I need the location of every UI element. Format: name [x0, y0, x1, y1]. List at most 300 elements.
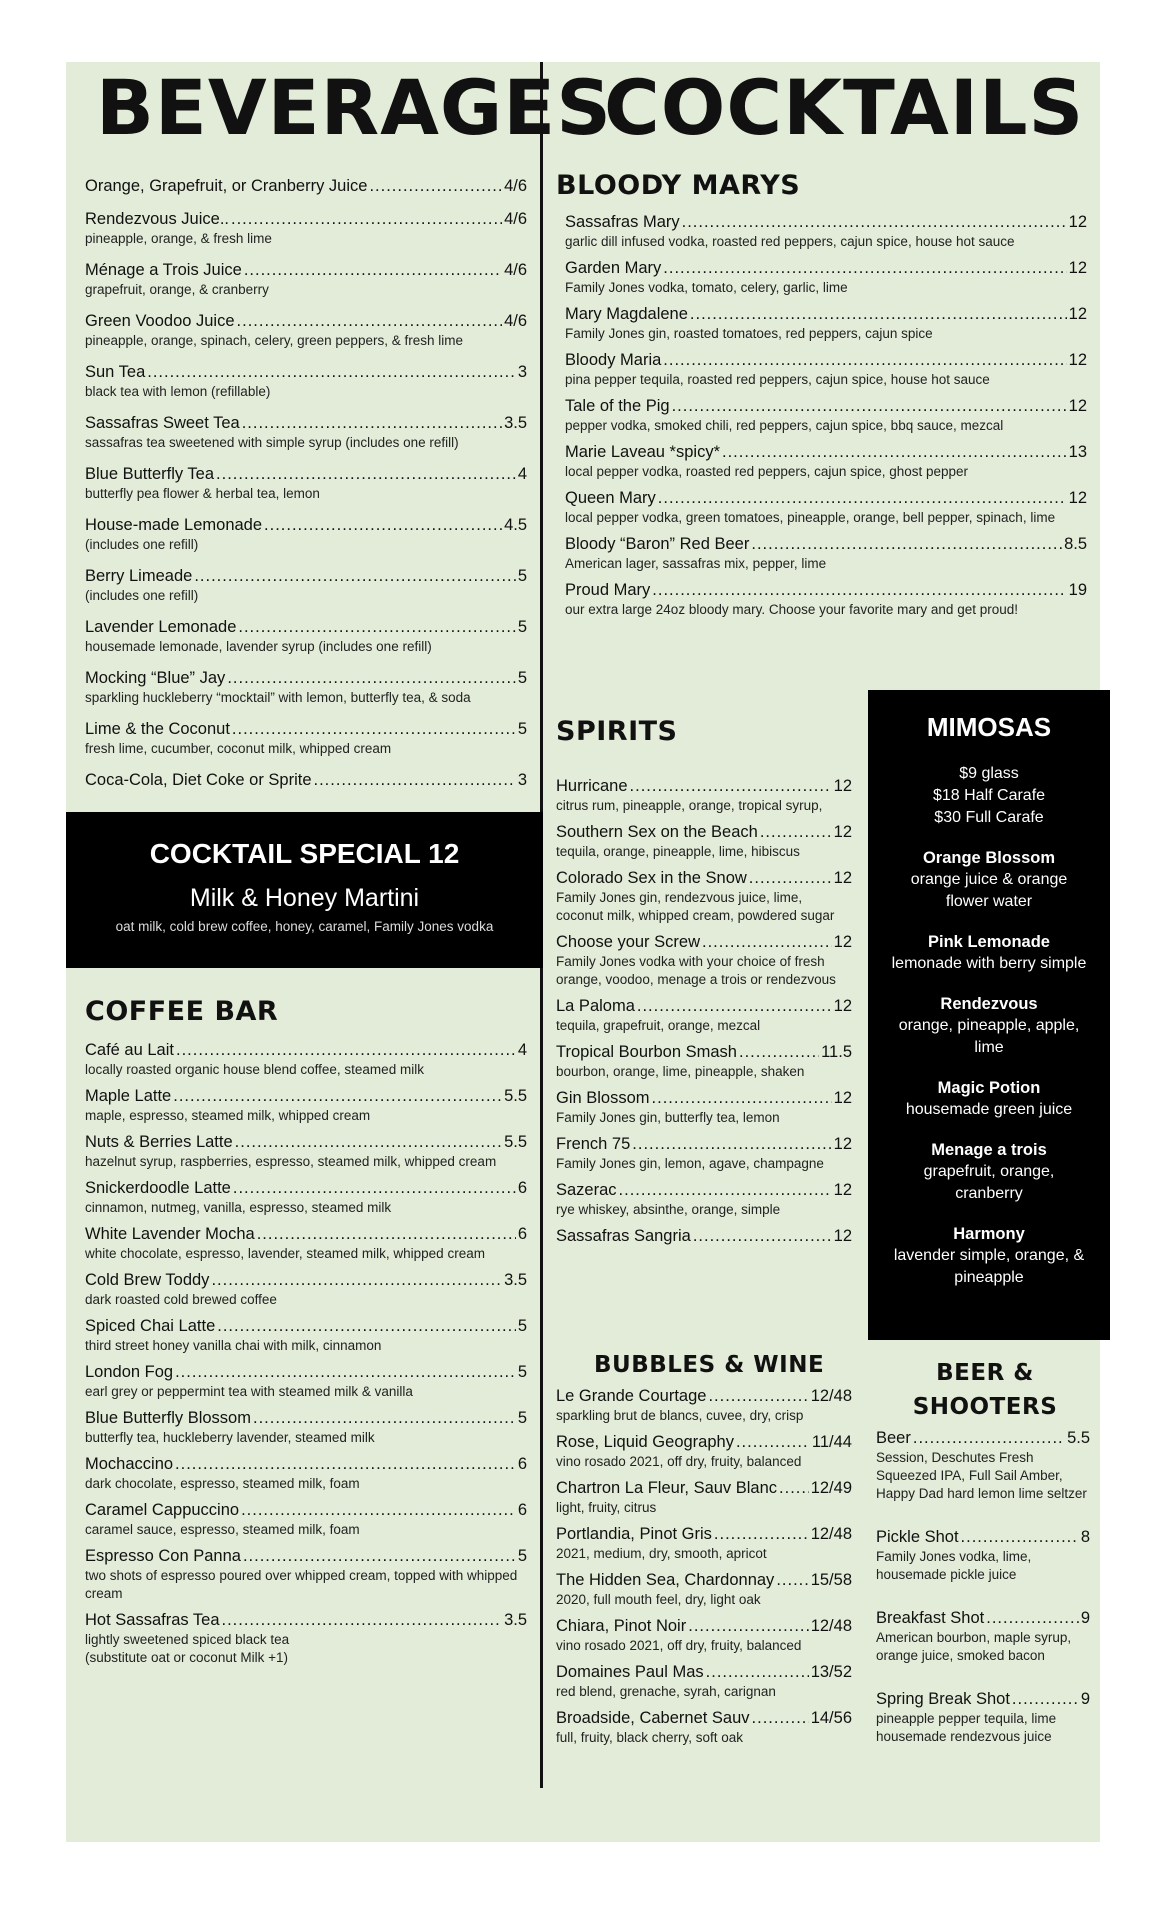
menu-item-description: full, fruity, black cherry, soft oak [556, 1730, 744, 1745]
menu-item-description: sparkling huckleberry “mocktail” with lemon, butterfly tea, & soda [85, 690, 471, 705]
menu-item-description: (includes one refill) [85, 537, 199, 552]
menu-item-name: Marie Laveau *spicy* [565, 443, 720, 461]
menu-item [556, 1386, 852, 1425]
menu-item-price: 6 [517, 1501, 527, 1519]
menu-item-name: Mocking “Blue” Jay [85, 669, 226, 687]
mimosa-item [868, 1223, 1110, 1289]
menu-item-name: Sun Tea [85, 363, 146, 381]
menu-item-name: Gin Blossom [556, 1089, 650, 1107]
dot-leader [1012, 1689, 1079, 1710]
menu-item [565, 258, 1087, 297]
mimosa-item [868, 847, 1110, 913]
menu-item-line [565, 488, 1087, 509]
menu-item-line [556, 1570, 852, 1591]
menu-item-name: Spiced Chai Latte [85, 1317, 216, 1335]
menu-item [565, 212, 1087, 251]
menu-item-line [556, 1180, 852, 1201]
menu-item-description: Session, Deschutes Fresh Squeezed IPA, Full Sail Amber, Happy Dad hard lemon lime seltzer [876, 1450, 1087, 1501]
menu-item-line [565, 212, 1087, 233]
menu-item [565, 580, 1087, 619]
mimosa-name: Orange Blossom [922, 849, 1056, 867]
dot-leader [630, 776, 832, 797]
menu-item-name: London Fog [85, 1363, 174, 1381]
menu-item-line [85, 617, 527, 638]
menu-item-line [85, 260, 527, 281]
menu-item-line [556, 1432, 852, 1453]
cocktail-special-desc: oat milk, cold brew coffee, honey, caramel, Family Jones vodka [115, 919, 494, 934]
menu-item-line [85, 1178, 527, 1199]
menu-item-name: Mochaccino [85, 1455, 174, 1473]
menu-item-line [556, 822, 852, 843]
mimosas-title: MIMOSAS [926, 712, 1052, 742]
menu-item-line [876, 1689, 1090, 1710]
menu-item-name: Sassafras Sangria [556, 1227, 691, 1245]
menu-item [85, 209, 527, 248]
mimosa-price-half-carafe: $18 Half Carafe [932, 787, 1046, 804]
menu-item [85, 770, 527, 791]
menu-item-price: 3.5 [504, 414, 527, 432]
menu-item-line [556, 932, 852, 953]
dot-leader [736, 1432, 810, 1453]
menu-item-description: Family Jones vodka, tomato, celery, garlic, lime [565, 280, 848, 295]
menu-item-description: cinnamon, nutmeg, vanilla, espresso, steamed milk [85, 1200, 392, 1215]
menu-item-line [556, 1616, 852, 1637]
menu-item-name: Hot Sassafras Tea [85, 1611, 220, 1629]
menu-item-name: Rose, Liquid Geography [556, 1433, 734, 1451]
menu-item-description: 2021, medium, dry, smooth, apricot [556, 1546, 767, 1561]
menu-item-name: Green Voodoo Juice [85, 312, 235, 330]
dot-leader [243, 1546, 516, 1567]
menu-item [876, 1428, 1090, 1503]
mimosa-item [868, 1139, 1110, 1205]
menu-item-name: Portlandia, Pinot Gris [556, 1525, 712, 1543]
menu-item-description: maple, espresso, steamed milk, whipped cream [85, 1108, 371, 1123]
mimosa-description: housemade green juice [905, 1101, 1073, 1118]
menu-item [85, 1408, 527, 1447]
menu-item-name: Broadside, Cabernet Sauv [556, 1709, 750, 1727]
menu-item [556, 1570, 852, 1609]
dot-leader [257, 1224, 516, 1245]
menu-item-price: 11.5 [821, 1043, 852, 1061]
mimosas-prices [868, 763, 1110, 829]
menu-item-description: tequila, grapefruit, orange, mezcal [556, 1018, 761, 1033]
menu-item [556, 1180, 852, 1219]
menu-item-name: Blue Butterfly Blossom [85, 1409, 251, 1427]
menu-item-description: butterfly pea flower & herbal tea, lemon [85, 486, 320, 501]
mimosa-description: orange juice & orange flower water [910, 871, 1068, 910]
mimosa-name: Harmony [953, 1225, 1025, 1243]
mimosa-list [868, 847, 1110, 1289]
menu-item-name: Café au Lait [85, 1041, 174, 1059]
menu-item-price: 12/48 [810, 1387, 852, 1405]
menu-item-line [85, 566, 527, 587]
menu-item [876, 1608, 1090, 1665]
menu-item-line [85, 464, 527, 485]
menu-item-price: 4/6 [504, 312, 527, 330]
menu-item-price: 12/48 [810, 1617, 852, 1635]
menu-item-description: dark chocolate, espresso, steamed milk, foam [85, 1476, 360, 1491]
menu-item-description: housemade lemonade, lavender syrup (includes one refill) [85, 639, 432, 654]
bloody-marys-list [565, 212, 1087, 619]
dot-leader [241, 1500, 516, 1521]
menu-item-description: earl grey or peppermint tea with steamed milk & vanilla [85, 1384, 413, 1399]
menu-item-name: Orange, Grapefruit, or Cranberry Juice [85, 177, 368, 195]
dot-leader [672, 396, 1067, 417]
menu-item-line [556, 1662, 852, 1683]
menu-item [556, 1226, 852, 1247]
menu-item-line [565, 258, 1087, 279]
menu-item-price: 12 [833, 1089, 852, 1107]
menu-item-line [556, 1226, 852, 1247]
menu-item-name: Tale of the Pig [565, 397, 670, 415]
menu-item [85, 311, 527, 350]
dot-leader [693, 1226, 832, 1247]
menu-item-name: Garden Mary [565, 259, 662, 277]
dot-leader [173, 1086, 502, 1107]
menu-item-line [556, 1042, 852, 1063]
menu-item-line [85, 1610, 527, 1631]
menu-item [85, 1224, 527, 1263]
menu-item [565, 304, 1087, 343]
menu-item [85, 566, 527, 605]
menu-item-description: Family Jones gin, lemon, agave, champagne [556, 1156, 824, 1171]
menu-item-price: 14/56 [810, 1709, 852, 1727]
menu-item-description: vino rosado 2021, off dry, fruity, balanced [556, 1638, 802, 1653]
menu-item-price: 4 [517, 465, 527, 483]
mimosa-description: lavender simple, orange, & pineapple [893, 1247, 1085, 1286]
dot-leader [652, 1088, 832, 1109]
menu-item [85, 719, 527, 758]
menu-item [85, 1500, 527, 1539]
menu-item-name: Queen Mary [565, 489, 656, 507]
menu-item-description: two shots of espresso poured over whipped cream, topped with whipped cream [85, 1568, 518, 1601]
menu-item-line [565, 442, 1087, 463]
menu-item-name: Cold Brew Toddy [85, 1271, 210, 1289]
mimosa-item [868, 993, 1110, 1059]
dot-leader [253, 1408, 516, 1429]
menu-item [85, 1270, 527, 1309]
menu-item [85, 1040, 527, 1079]
menu-item [556, 1662, 852, 1701]
menu-item-description: (includes one refill) [85, 588, 199, 603]
menu-item-price: 12 [833, 997, 852, 1015]
coffee-bar-title: COFFEE BAR [85, 996, 279, 1027]
menu-item-description: local pepper vodka, green tomatoes, pineapple, orange, bell pepper, spinach, lime [565, 510, 1056, 525]
menu-item-name: Hurricane [556, 777, 628, 795]
dot-leader [237, 311, 503, 332]
dot-leader [682, 212, 1067, 233]
menu-item [85, 1316, 527, 1355]
menu-item [565, 534, 1087, 573]
menu-item [556, 1134, 852, 1173]
menu-item-price: 5 [517, 720, 527, 738]
menu-item-description: fresh lime, cucumber, coconut milk, whipped cream [85, 741, 392, 756]
menu-item-name: Le Grande Courtage [556, 1387, 707, 1405]
menu-item [876, 1527, 1090, 1584]
dot-leader [232, 719, 516, 740]
dot-leader [690, 304, 1067, 325]
menu-item-name: Proud Mary [565, 581, 651, 599]
menu-item-name: Snickerdoodle Latte [85, 1179, 231, 1197]
menu-item-price: 4/6 [504, 210, 527, 228]
menu-item-description: American lager, sassafras mix, pepper, lime [565, 556, 827, 571]
dot-leader [176, 1040, 516, 1061]
menu-item-price: 6 [517, 1455, 527, 1473]
menu-item-price: 12 [1068, 213, 1087, 231]
menu-item-description: garlic dill infused vodka, roasted red peppers, cajun spice, house hot sauce [565, 234, 1015, 249]
menu-item [556, 868, 852, 925]
menu-item-line [85, 176, 527, 197]
menu-item-price: 3.5 [504, 1271, 527, 1289]
menu-item-price: 5.5 [1067, 1429, 1090, 1447]
menu-item-line [85, 1362, 527, 1383]
menu-item-description: Family Jones gin, butterfly tea, lemon [556, 1110, 780, 1125]
menu-item-price: 4/6 [504, 177, 527, 195]
menu-item-line [85, 362, 527, 383]
menu-item-description: white chocolate, espresso, lavender, steamed milk, whipped cream [85, 1246, 485, 1261]
menu-item [556, 1478, 852, 1517]
menu-item-name: Coca-Cola, Diet Coke or Sprite [85, 771, 312, 789]
menu-item [556, 1042, 852, 1081]
menu-item-line [85, 209, 527, 230]
menu-item-price: 5 [517, 1317, 527, 1335]
menu-item [85, 1086, 527, 1125]
dot-leader [749, 868, 832, 889]
menu-item-line [85, 1316, 527, 1337]
menu-item-price: 8 [1080, 1528, 1090, 1546]
menu-item-price: 3 [517, 771, 527, 789]
dot-leader [369, 176, 502, 197]
menu-item-name: Spring Break Shot [876, 1690, 1010, 1708]
wine-list [556, 1386, 852, 1747]
dot-leader [632, 1134, 831, 1155]
menu-item-description: local pepper vodka, roasted red peppers, cajun spice, ghost pepper [565, 464, 969, 479]
menu-item-line [565, 580, 1087, 601]
dot-leader [147, 362, 516, 383]
cocktail-special-title: COCKTAIL SPECIAL 12 [149, 838, 460, 869]
menu-item-line [876, 1608, 1090, 1629]
dot-leader [663, 258, 1066, 279]
menu-item [85, 260, 527, 299]
menu-item-name: Pickle Shot [876, 1528, 959, 1546]
menu-item-description: American bourbon, maple syrup, orange juice, smoked bacon [876, 1630, 1072, 1663]
menu-item-description: pineapple pepper tequila, lime housemade rendezvous juice [876, 1711, 1057, 1744]
dot-leader [708, 1386, 808, 1407]
menu-item-price: 3 [517, 363, 527, 381]
menu-item-line [556, 1134, 852, 1155]
menu-item-price: 12 [833, 1135, 852, 1153]
mimosa-name: Pink Lemonade [928, 933, 1050, 951]
menu-item [556, 1432, 852, 1471]
menu-item-description: Family Jones gin, rendezvous juice, lime, coconut milk, whipped cream, powdered sugar [556, 890, 835, 923]
mimosa-name: Menage a trois [931, 1141, 1047, 1159]
dot-leader [619, 1180, 832, 1201]
menu-item [556, 1088, 852, 1127]
menu-item-name: Southern Sex on the Beach [556, 823, 758, 841]
dot-leader [658, 488, 1067, 509]
menu-item [85, 362, 527, 401]
menu-item-price: 5 [517, 567, 527, 585]
menu-item [85, 464, 527, 503]
menu-item [85, 176, 527, 197]
dot-leader [739, 1042, 819, 1063]
dot-leader [264, 515, 502, 536]
dot-leader [752, 1708, 809, 1729]
mimosa-name: Rendezvous [940, 995, 1038, 1013]
cocktail-special-name: Milk & Honey Martini [189, 884, 420, 912]
dot-leader [706, 1662, 809, 1683]
menu-item [85, 413, 527, 452]
menu-item-price: 12 [1068, 351, 1087, 369]
menu-item-name: Sassafras Sweet Tea [85, 414, 240, 432]
menu-item-price: 13 [1068, 443, 1087, 461]
menu-item-price: 8.5 [1064, 535, 1087, 553]
menu-item [85, 1546, 527, 1603]
menu-item-line [85, 770, 527, 791]
menu-item [556, 822, 852, 861]
menu-item-price: 5 [517, 669, 527, 687]
dot-leader [217, 1316, 516, 1337]
menu-item-description: sparkling brut de blancs, cuvee, dry, crisp [556, 1408, 804, 1423]
dot-leader [688, 1616, 808, 1637]
menu-item [556, 776, 852, 815]
menu-item-description: Family Jones vodka with your choice of fresh orange, voodoo, menage a trois or rendezvous [556, 954, 836, 987]
menu-item-line [85, 515, 527, 536]
menu-item-description: butterfly tea, huckleberry lavender, steamed milk [85, 1430, 375, 1445]
menu-item-price: 5.5 [504, 1087, 527, 1105]
menu-item-name: Chiara, Pinot Noir [556, 1617, 687, 1635]
menu-item-line [556, 868, 852, 889]
dot-leader [751, 534, 1062, 555]
menu-item-name: Berry Limeade [85, 567, 193, 585]
menu-item-description: pepper vodka, smoked chili, red peppers, cajun spice, bbq sauce, mezcal [565, 418, 1004, 433]
menu-item-name: French 75 [556, 1135, 631, 1153]
menu-item-name: Chartron La Fleur, Sauv Blanc [556, 1479, 778, 1497]
menu-item-price: 11/44 [811, 1433, 852, 1451]
menu-item-price: 12 [1068, 259, 1087, 277]
menu-item-price: 9 [1080, 1609, 1090, 1627]
menu-item-description: 2020, full mouth feel, dry, light oak [556, 1592, 761, 1607]
menu-item-description: tequila, orange, pineapple, lime, hibiscus [556, 844, 800, 859]
menu-item-price: 12/49 [810, 1479, 852, 1497]
dot-leader [760, 822, 832, 843]
menu-item-description: pina pepper tequila, roasted red peppers, cajun spice, house hot sauce [565, 372, 990, 387]
menu-item-description: Family Jones gin, roasted tomatoes, red peppers, cajun spice [565, 326, 933, 341]
menu-item-name: Breakfast Shot [876, 1609, 985, 1627]
dot-leader [776, 1570, 808, 1591]
menu-item-line [556, 776, 852, 797]
menu-item-description: caramel sauce, espresso, steamed milk, foam [85, 1522, 360, 1537]
spirits-list [556, 776, 852, 1247]
dot-leader [779, 1478, 809, 1499]
menu-item-line [85, 1086, 527, 1107]
menu-item-price: 4/6 [504, 261, 527, 279]
menu-item-line [85, 1132, 527, 1153]
dot-leader [227, 668, 516, 689]
mimosa-item [868, 931, 1110, 975]
menu-item [85, 1362, 527, 1401]
menu-item-name: Sassafras Mary [565, 213, 680, 231]
menu-item-description: sassafras tea sweetened with simple syrup (includes one refill) [85, 435, 459, 450]
menu-item [565, 442, 1087, 481]
menu-item-name: Bloody Maria [565, 351, 662, 369]
mimosa-name: Magic Potion [937, 1079, 1041, 1097]
menu-item [556, 932, 852, 989]
mimosa-price-glass: $9 glass [959, 765, 1019, 782]
menu-item-price: 9 [1080, 1690, 1090, 1708]
menu-item-description: pineapple, orange, & fresh lime [85, 231, 272, 246]
menu-item-price: 12 [833, 823, 852, 841]
menu-item-description: black tea with lemon (refillable) [85, 384, 271, 399]
menu-item-name: Rendezvous Juice.. [85, 210, 229, 228]
menu-item-line [85, 1546, 527, 1567]
menu-item [556, 996, 852, 1035]
menu-item-name: Mary Magdalene [565, 305, 688, 323]
menu-item-line [85, 1454, 527, 1475]
menu-item-name: Lavender Lemonade [85, 618, 237, 636]
dot-leader [652, 580, 1066, 601]
dot-leader [242, 413, 502, 434]
menu-item-description: vino rosado 2021, off dry, fruity, balanced [556, 1454, 802, 1469]
menu-item [876, 1689, 1090, 1746]
menu-item-price: 6 [517, 1179, 527, 1197]
menu-item-price: 12 [1068, 397, 1087, 415]
menu-item-name: Nuts & Berries Latte [85, 1133, 233, 1151]
menu-item-name: Blue Butterfly Tea [85, 465, 215, 483]
menu-item-name: La Paloma [556, 997, 635, 1015]
mimosa-price-full-carafe: $30 Full Carafe [934, 809, 1044, 826]
dot-leader [714, 1524, 809, 1545]
cocktail-special-box [66, 812, 543, 968]
menu-item-line [85, 719, 527, 740]
menu-item-name: The Hidden Sea, Chardonnay [556, 1571, 775, 1589]
menu-item-description: rye whiskey, absinthe, orange, simple [556, 1202, 781, 1217]
menu-item-price: 4.5 [504, 516, 527, 534]
menu-item-price: 3.5 [504, 1611, 527, 1629]
menu-item-line [85, 1040, 527, 1061]
menu-item-description: grapefruit, orange, & cranberry [85, 282, 269, 297]
mimosas-box [868, 690, 1110, 1340]
menu-item-description: locally roasted organic house blend coffee, steamed milk [85, 1062, 424, 1077]
menu-item-line [556, 1478, 852, 1499]
beer-list [876, 1428, 1090, 1746]
beverages-list [85, 176, 527, 791]
beer-shooters-title: BEER & SHOOTERS [912, 1360, 1058, 1420]
dot-leader [702, 932, 832, 953]
menu-item-name: Ménage a Trois Juice [85, 261, 242, 279]
dot-leader [961, 1527, 1079, 1548]
menu-item-line [556, 1524, 852, 1545]
menu-item [556, 1708, 852, 1747]
dot-leader [231, 209, 502, 230]
menu-item-line [556, 1386, 852, 1407]
menu-item-description: dark roasted cold brewed coffee [85, 1292, 277, 1307]
menu-item-line [85, 413, 527, 434]
mimosa-description: orange, pineapple, apple, lime [898, 1017, 1080, 1056]
menu-item-price: 12 [1068, 305, 1087, 323]
dot-leader [663, 350, 1066, 371]
menu-item-line [556, 1088, 852, 1109]
menu-item-description: Family Jones vodka, lime, housemade pickle juice [876, 1549, 1032, 1582]
menu-item [85, 617, 527, 656]
dot-leader [175, 1454, 516, 1475]
menu-item-price: 12 [833, 1181, 852, 1199]
dot-leader [222, 1610, 503, 1631]
menu-item-name: Sazerac [556, 1181, 617, 1199]
menu-item-price: 4 [517, 1041, 527, 1059]
coffee-list [85, 1040, 527, 1667]
menu-item-line [85, 311, 527, 332]
